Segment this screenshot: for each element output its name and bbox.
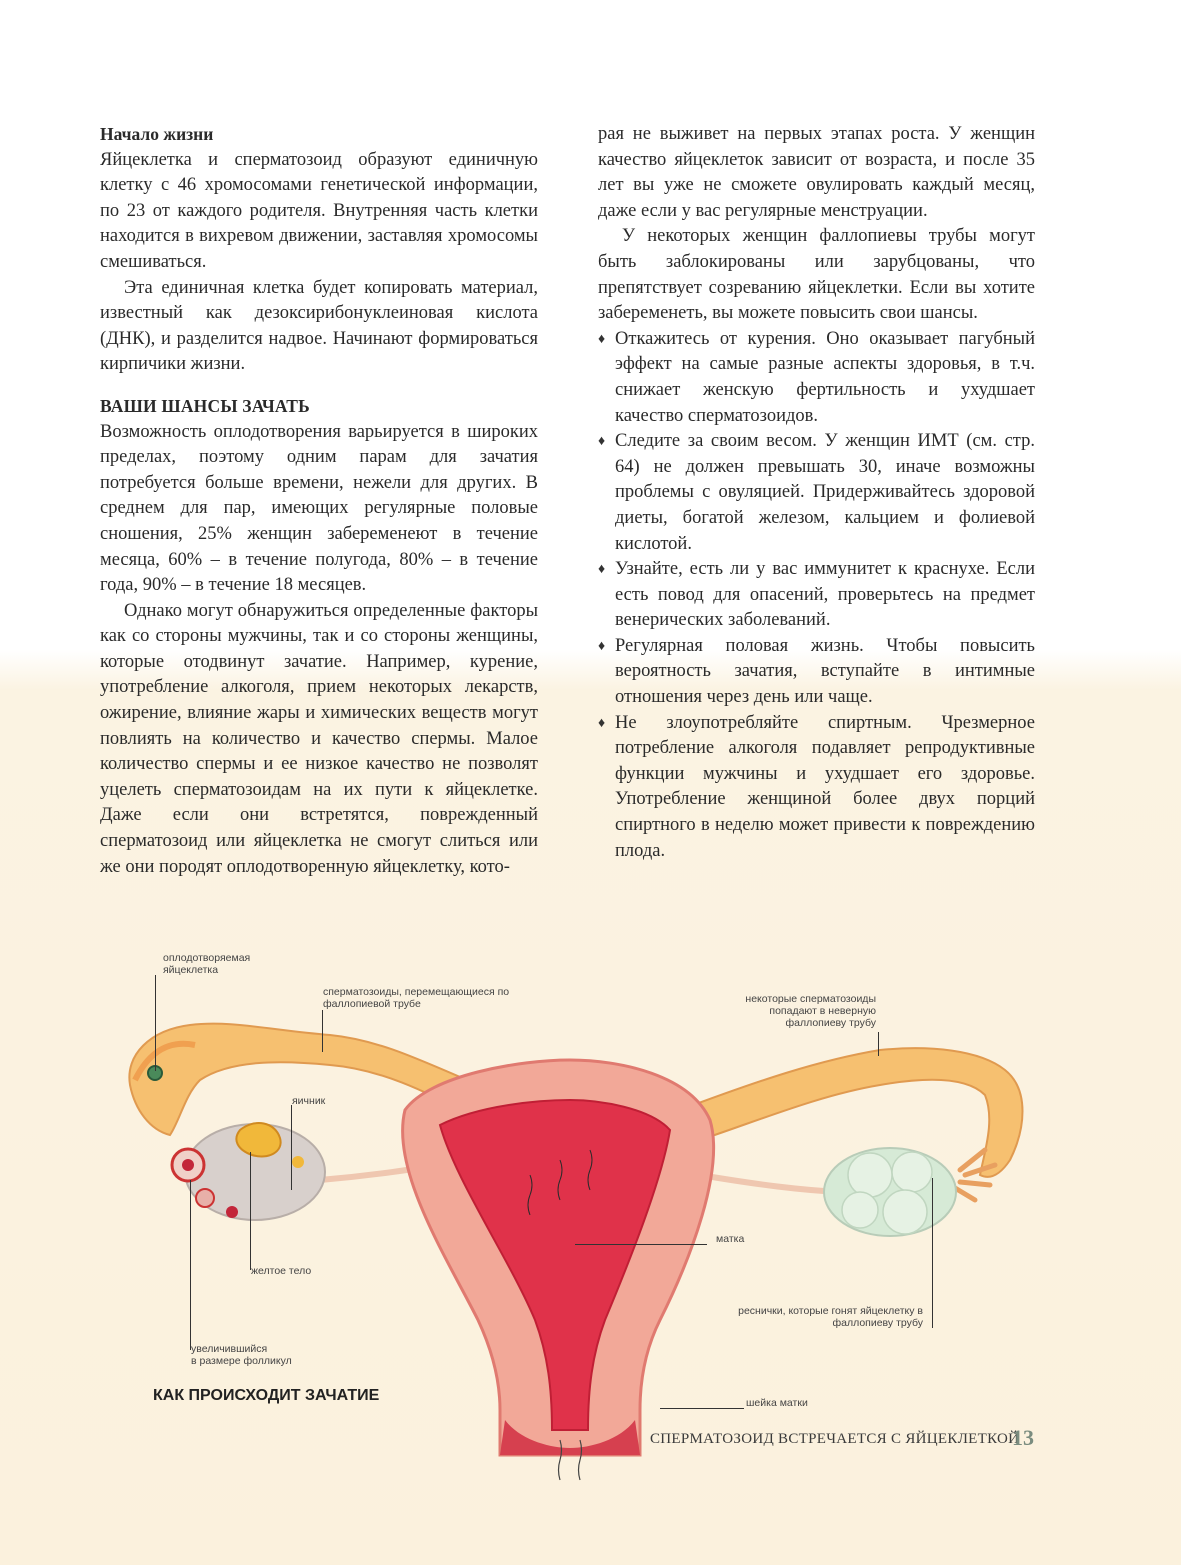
- paragraph: рая не выживет на первых этапах роста. У женщин качество яйцеклеток зависит от возраста, и после 35 лет вы уже не сможете овулировать каждый месяц, даже если у вас регулярные менструации.: [598, 124, 1035, 221]
- paragraph: У некоторых женщин фаллопиевы трубы могут быть заблокированы или зарубцованы, что препятствует созреванию яйцеклетки. Если вы хотите забеременеть, вы можете повысить свои шансы.: [598, 226, 1035, 324]
- bullet-diamond-icon: ♦: [598, 638, 606, 654]
- leader-line: [190, 1180, 191, 1350]
- bullet-diamond-icon: ♦: [598, 331, 606, 347]
- label-follicle: увеличившийся в размере фолликул: [191, 1343, 292, 1367]
- label-cilia: реснички, которые гонят яйцеклетку в фаллопиеву трубу: [738, 1305, 923, 1329]
- label-ovary: яичник: [292, 1095, 326, 1107]
- subheading-beginning-of-life: Начало жизни: [100, 124, 214, 144]
- label-wrong-tube: некоторые сперматозоиды попадают в неверную фаллопиеву трубу: [745, 993, 876, 1029]
- paragraph: Яйцеклетка и сперматозоид образуют единичную клетку с 46 хромосомами генетической информации, по 23 от каждого родителя. Внутренняя часть клетки находится в вихревом движении, заставляя хромосомы смешиваться.: [100, 149, 538, 272]
- list-item: ♦ Узнайте, есть ли у вас иммунитет к краснухе. Если есть повод для опасений, проверьтесь на предмет венерических заболеваний.: [598, 559, 1035, 631]
- leader-line: [660, 1408, 744, 1409]
- label-uterus: матка: [716, 1233, 745, 1245]
- leader-line: [575, 1244, 707, 1245]
- list-item: ♦ Следите за своим весом. У женщин ИМТ (см. стр. 64) не должен превышать 30, иначе возможны проблемы с овуляцией. Придерживайтесь здоровой диеты, богатой железом, кальцием и фолиевой кислотой.: [598, 431, 1035, 554]
- corpus-luteum: [236, 1123, 280, 1156]
- running-footer: СПЕРМАТОЗОИД ВСТРЕЧАЕТСЯ С ЯЙЦЕКЛЕТКОЙ: [650, 1431, 1020, 1447]
- list-item: ♦ Регулярная половая жизнь. Чтобы повысить вероятность зачатия, вступайте в интимные отношения через день или чаще.: [598, 635, 1035, 708]
- paragraph: Эта единичная клетка будет копировать материал, известный как дезоксирибонуклеиновая кислота (ДНК), и разделится надвое. Начинают формироваться кирпичики жизни.: [100, 277, 538, 375]
- leader-line: [291, 1105, 292, 1190]
- bullet-diamond-icon: ♦: [598, 434, 606, 450]
- leader-line: [878, 1032, 879, 1056]
- leader-line: [322, 1010, 323, 1052]
- leader-line: [932, 1178, 933, 1328]
- leader-line: [155, 975, 156, 1071]
- label-fertilized-egg: оплодотворяемая яйцеклетка: [163, 952, 251, 976]
- paragraph: Возможность оплодотворения варьируется в широких пределах, поэтому одним парам для зачатия потребуется больше времени, нежели для других. В среднем для пар, имеющих регулярные половые сношения, 25% женщин забеременеют в течение месяца, 60% – в течение полугода, 80% – в течение года, 90% – в течение 18 месяцев.: [100, 421, 538, 596]
- paragraph: Однако могут обнаружиться определенные факторы как со стороны мужчины, так и со стороны женщины, которые отодвинут зачатие. Например, курение, употребление алкоголя, прием некоторых лекарств, ожирение, влияние жары и химических веществ могут повлиять на количество и качество спермы. Малое количество спермы и ее низкое качество не позволят уцелеть сперматозоидам на их пути к яйцеклетке. Даже если они встретятся, поврежденный сперматозоид или яйцеклетка не смогут слиться или же они породят оплодотворенную яйцеклетку, кото-: [100, 600, 538, 877]
- section-heading-chances: ВАШИ ШАНСЫ ЗАЧАТЬ: [100, 395, 310, 416]
- label-cervix: шейка матки: [746, 1397, 808, 1409]
- page-number: 13: [1012, 1425, 1034, 1450]
- bullet-diamond-icon: ♦: [598, 562, 606, 578]
- label-corpus-luteum: желтое тело: [251, 1265, 312, 1277]
- figure-title: КАК ПРОИСХОДИТ ЗАЧАТИЕ: [153, 1387, 380, 1404]
- bullet-diamond-icon: ♦: [598, 715, 606, 731]
- leader-line: [250, 1152, 251, 1270]
- list-item: ♦ Не злоупотребляйте спиртным. Чрезмерное потребление алкоголя подавляет репродуктивные функции мужчины и ухудшает его здоровье. Употребление женщиной более двух порций спиртного в неделю может привести к повреждению плода.: [598, 712, 1035, 861]
- list-item: ♦ Откажитесь от курения. Оно оказывает пагубный эффект на самые разные аспекты здоровья, в т.ч. снижает женскую фертильность и ухудшает качество сперматозоидов.: [598, 328, 1035, 426]
- label-sperm-in-tube: сперматозоиды, перемещающиеся по фаллопиевой трубе: [323, 986, 510, 1010]
